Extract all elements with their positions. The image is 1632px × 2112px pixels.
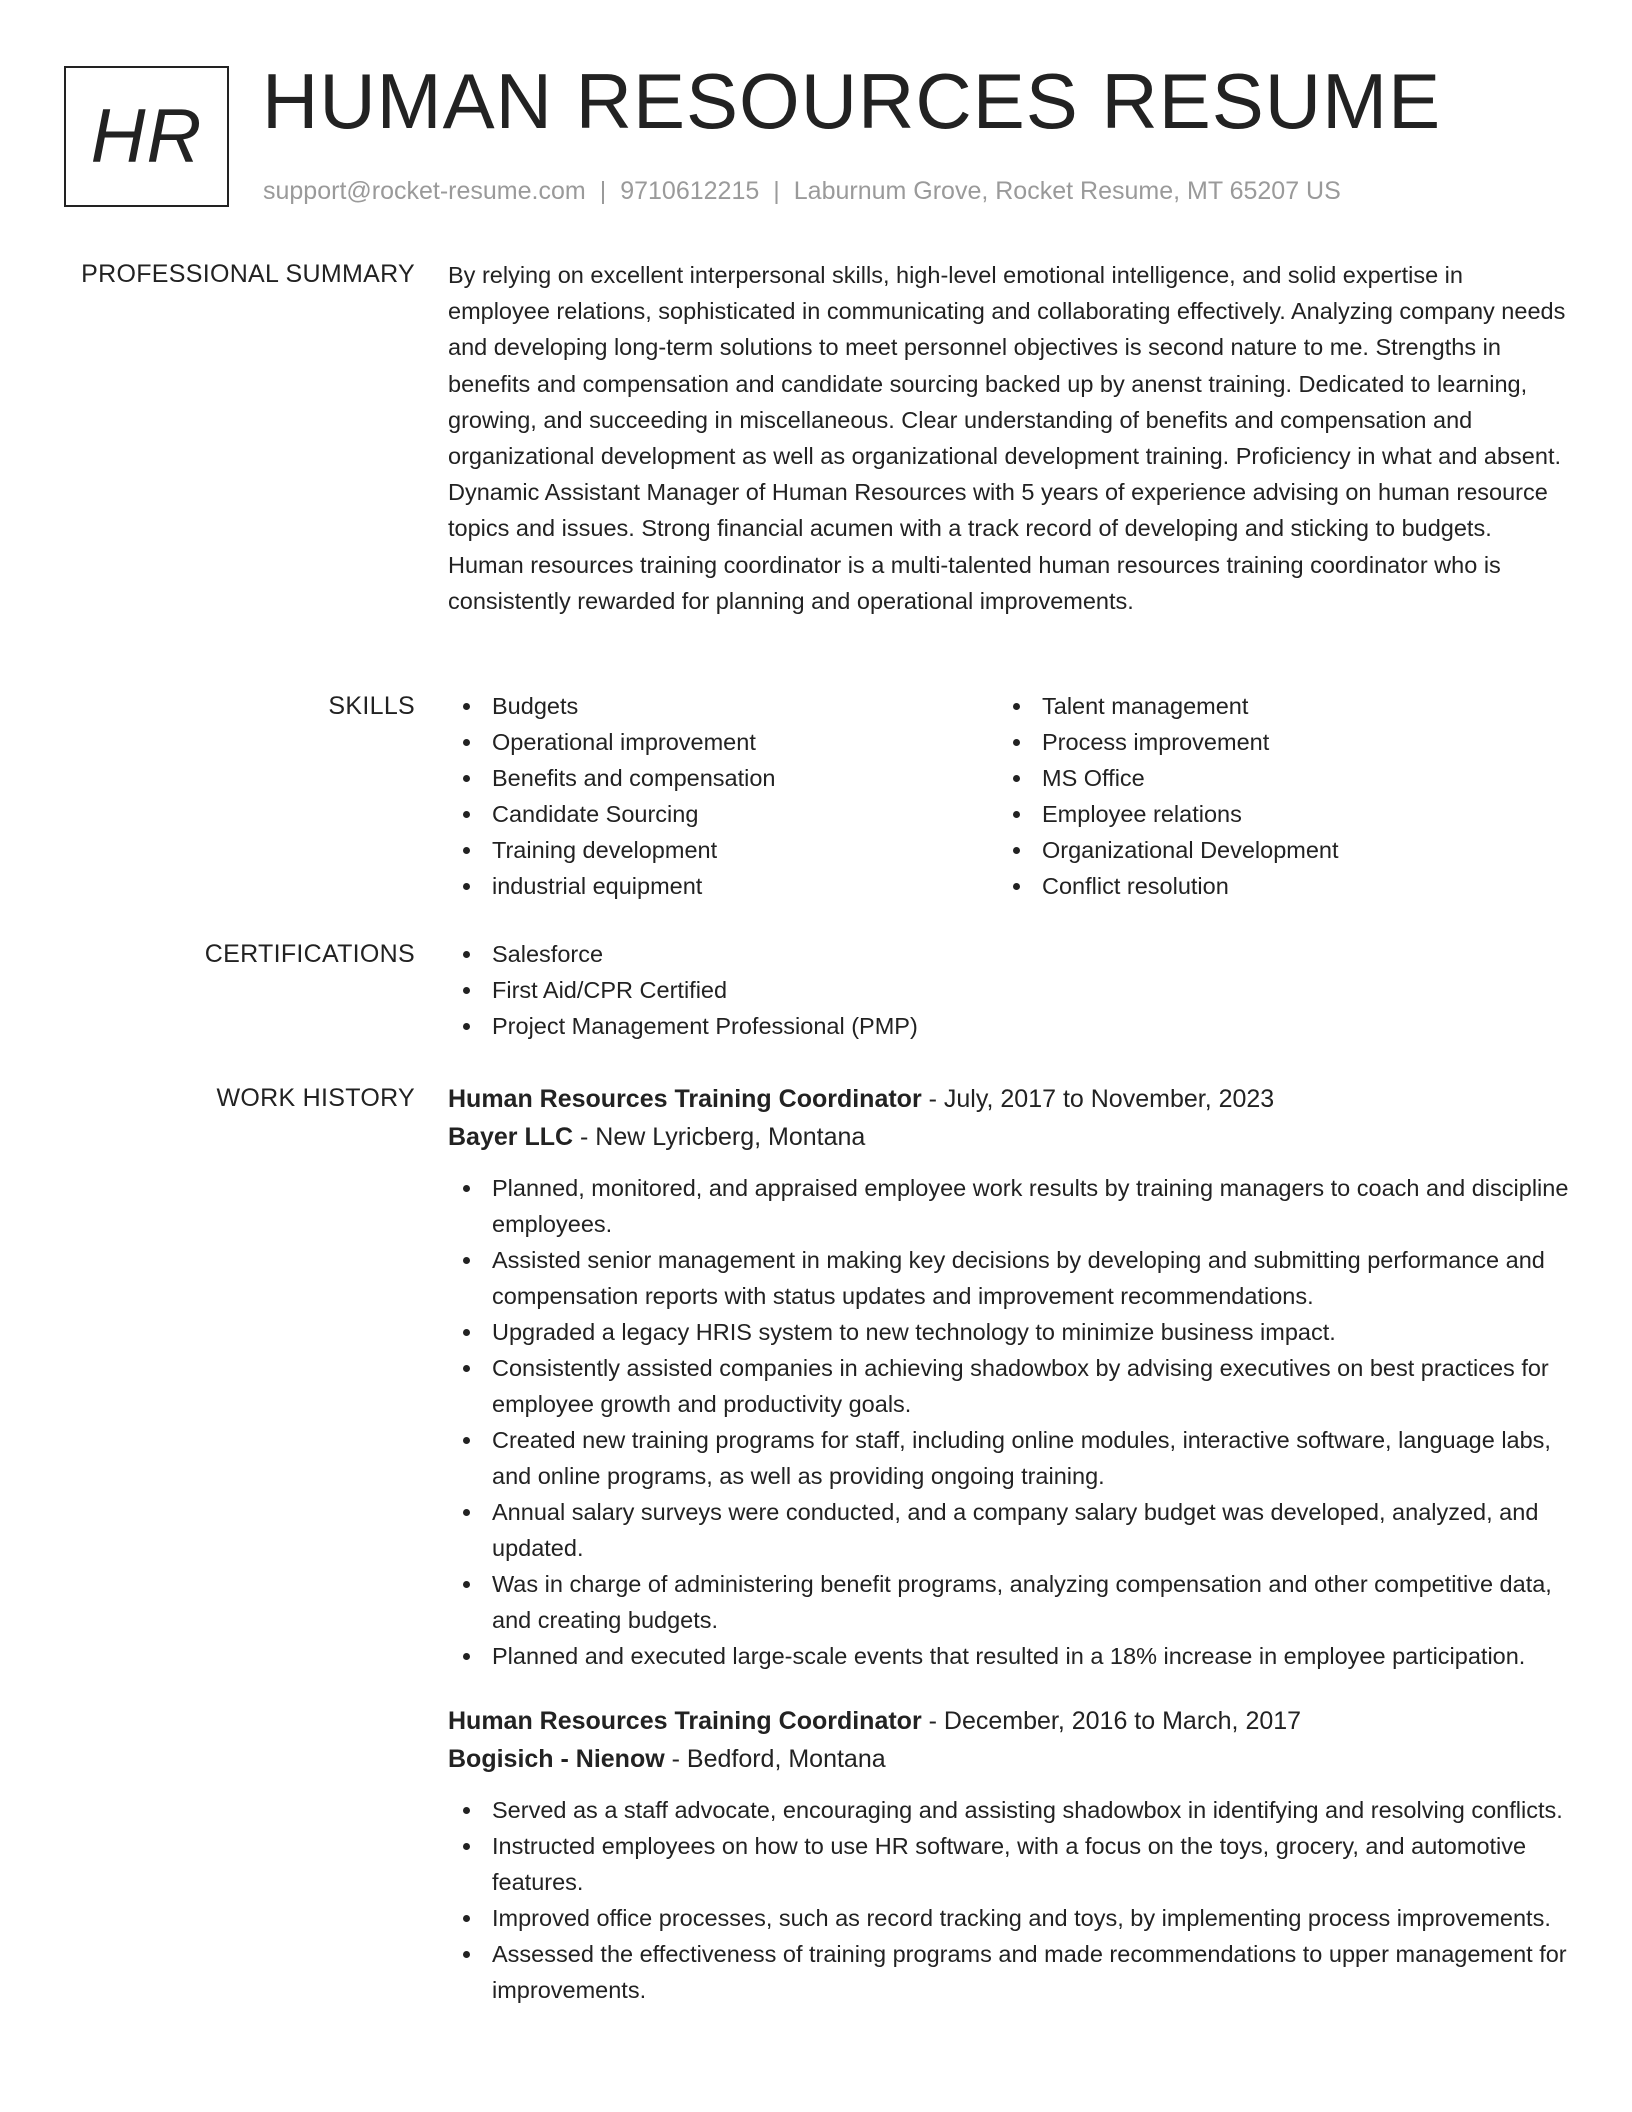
certification-item: Project Management Professional (PMP) bbox=[448, 1008, 1570, 1044]
summary-heading: PROFESSIONAL SUMMARY bbox=[81, 260, 415, 288]
contact-address: Laburnum Grove, Rocket Resume, MT 65207 US bbox=[793, 177, 1341, 205]
job-title: Human Resources Training Coordinator bbox=[448, 1707, 922, 1735]
job-duty: Upgraded a legacy HRIS system to new technology to minimize business impact. bbox=[448, 1314, 1570, 1350]
job-company: Bogisich - Nienow bbox=[448, 1745, 665, 1773]
job-company-line bbox=[448, 1118, 1570, 1156]
skill-item: Organizational Development bbox=[998, 832, 1548, 868]
resume-title: HUMAN RESOURCES RESUME bbox=[262, 57, 1442, 145]
skill-item: Conflict resolution bbox=[998, 868, 1548, 904]
skill-item: Budgets bbox=[448, 688, 998, 724]
job-entry bbox=[448, 1702, 1570, 2008]
job-title-line bbox=[448, 1702, 1570, 1740]
job-location: - Bedford, Montana bbox=[664, 1745, 886, 1773]
contact-email[interactable]: support@rocket-resume.com bbox=[263, 177, 586, 205]
skill-item: Employee relations bbox=[998, 796, 1548, 832]
job-dates: - December, 2016 to March, 2017 bbox=[921, 1707, 1302, 1735]
job-duty: Planned and executed large-scale events that resulted in a 18% increase in employee participation. bbox=[448, 1638, 1570, 1674]
job-dates: - July, 2017 to November, 2023 bbox=[921, 1085, 1275, 1113]
skill-item: Benefits and compensation bbox=[448, 760, 998, 796]
certification-item: First Aid/CPR Certified bbox=[448, 972, 1570, 1008]
certifications-list bbox=[448, 936, 1570, 1044]
job-duty: Annual salary surveys were conducted, and a company salary budget was developed, analyzed, and updated. bbox=[448, 1494, 1570, 1566]
skills-heading: SKILLS bbox=[328, 692, 415, 720]
job-title: Human Resources Training Coordinator bbox=[448, 1085, 922, 1113]
job-duty: Consistently assisted companies in achieving shadowbox by advising executives on best practices for employee growth and productivity goals. bbox=[448, 1350, 1570, 1422]
monogram: HR bbox=[90, 94, 203, 179]
job-duties bbox=[448, 1792, 1570, 2008]
skill-item: Training development bbox=[448, 832, 998, 868]
skills-list-right bbox=[998, 688, 1548, 904]
monogram-box bbox=[64, 66, 229, 207]
contact-line bbox=[263, 175, 1341, 207]
skill-item: Process improvement bbox=[998, 724, 1548, 760]
certification-item: Salesforce bbox=[448, 936, 1570, 972]
certifications-heading: CERTIFICATIONS bbox=[204, 940, 415, 968]
work-history-heading: WORK HISTORY bbox=[216, 1084, 415, 1112]
job-duty: Improved office processes, such as record tracking and toys, by implementing process improvements. bbox=[448, 1900, 1570, 1936]
skill-item: Operational improvement bbox=[448, 724, 998, 760]
job-duty: Assessed the effectiveness of training programs and made recommendations to upper management for improvements. bbox=[448, 1936, 1570, 2008]
contact-separator: | bbox=[599, 177, 607, 205]
job-duty: Was in charge of administering benefit programs, analyzing compensation and other competitive data, and creating budgets. bbox=[448, 1566, 1570, 1638]
job-company-line bbox=[448, 1740, 1570, 1778]
job-duty: Assisted senior management in making key decisions by developing and submitting performance and compensation reports with status updates and improvement recommendations. bbox=[448, 1242, 1570, 1314]
skill-item: Talent management bbox=[998, 688, 1548, 724]
job-duty: Planned, monitored, and appraised employee work results by training managers to coach and discipline employees. bbox=[448, 1170, 1570, 1242]
contact-separator: | bbox=[773, 177, 780, 205]
job-company: Bayer LLC bbox=[448, 1123, 574, 1151]
job-duty: Instructed employees on how to use HR software, with a focus on the toys, grocery, and automotive features. bbox=[448, 1828, 1570, 1900]
skill-item: MS Office bbox=[998, 760, 1548, 796]
skill-item: Candidate Sourcing bbox=[448, 796, 998, 832]
job-duty: Created new training programs for staff, including online modules, interactive software, language labs, and online programs, as well as providing ongoing training. bbox=[448, 1422, 1570, 1494]
job-duties bbox=[448, 1170, 1570, 1674]
job-title-line bbox=[448, 1080, 1570, 1118]
contact-phone[interactable]: 9710612215 bbox=[620, 177, 760, 205]
skills-list-left bbox=[448, 688, 998, 904]
job-location: - New Lyricberg, Montana bbox=[573, 1123, 866, 1151]
job-duty: Served as a staff advocate, encouraging and assisting shadowbox in identifying and resolving conflicts. bbox=[448, 1792, 1570, 1828]
job-entry bbox=[448, 1080, 1570, 1674]
skill-item: industrial equipment bbox=[448, 868, 998, 904]
summary-text: By relying on excellent interpersonal skills, high-level emotional intelligence, and solid expertise in employee relations, sophisticated in communicating and collaborating effectively. Analyzing company needs and developing long-term solutions to meet personnel objectives is second nature to me. Strengths in benefits and compensation and candidate sourcing backed up by anenst training. Dedicated to learning, growing, and succeeding in miscellaneous. Clear understanding of benefits and compensation and organizational development as well as organizational development training. Proficiency in what and absent. Dynamic Assistant Manager of Human Resources with 5 years of experience advising on human resource topics and issues. Strong financial acumen with a track record of developing and sticking to budgets. Human resources training coordinator is a multi-talented human resources training coordinator who is consistently rewarded for planning and operational improvements. bbox=[448, 262, 1566, 614]
